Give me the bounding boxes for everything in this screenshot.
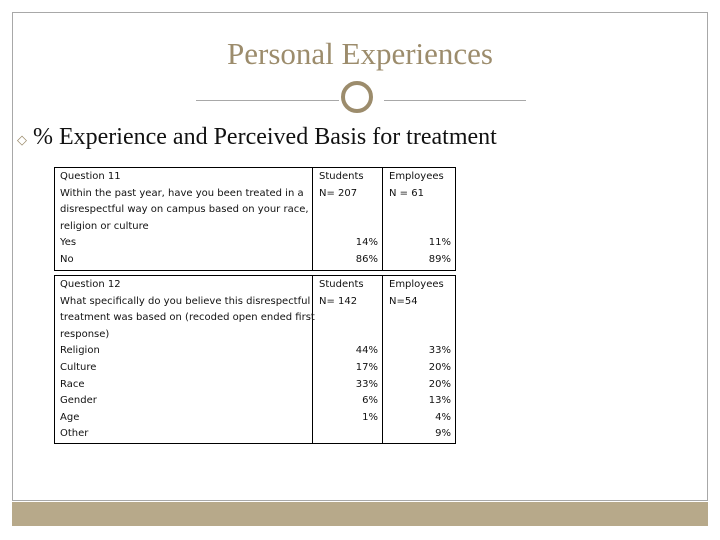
divider-left (196, 100, 339, 101)
employees-n: N = 61 (389, 187, 424, 199)
students-value: 1% (362, 411, 378, 423)
question-text-line: What specifically do you believe this disrespectful (60, 295, 311, 307)
row-label: Gender (60, 395, 97, 407)
question-11-table (54, 167, 456, 271)
employees-value: 13% (428, 395, 451, 407)
slide-heading: % Experience and Perceived Basis for treatment (33, 124, 497, 150)
employees-header: Employees (389, 171, 444, 182)
bullet-icon: ◇ (17, 132, 27, 147)
students-value: 86% (355, 253, 378, 265)
question-text-line: disrespectful way on campus based on your race, (60, 204, 309, 216)
students-value: 33% (355, 378, 378, 390)
employees-header: Employees (389, 279, 444, 290)
students-value: 17% (355, 361, 378, 373)
employees-value: 9% (435, 428, 451, 440)
employees-value: 11% (428, 237, 451, 249)
question-text-line: Within the past year, have you been treated in a (60, 187, 304, 199)
students-value: 6% (362, 395, 378, 407)
students-value: 14% (355, 237, 378, 249)
students-header: Students (319, 171, 364, 182)
students-value: 44% (355, 345, 378, 357)
question-column (55, 276, 313, 443)
question-label: Question 12 (60, 279, 121, 290)
ring-ornament-icon (341, 81, 373, 113)
employees-column (383, 168, 455, 270)
question-text-line: treatment was based on (recoded open ended first (60, 312, 315, 324)
divider-right (384, 100, 526, 101)
row-label: Race (60, 378, 85, 390)
employees-column (383, 276, 455, 443)
students-column (313, 168, 383, 270)
row-label: Other (60, 428, 89, 440)
question-column (55, 168, 313, 270)
students-n: N= 142 (319, 295, 358, 307)
employees-value: 33% (428, 345, 451, 357)
employees-value: 4% (435, 411, 451, 423)
employees-value: 89% (428, 253, 451, 265)
question-label: Question 11 (60, 171, 121, 182)
students-column (313, 276, 383, 443)
footer-bar (12, 502, 708, 526)
question-text-line: religion or culture (60, 220, 149, 232)
students-header: Students (319, 279, 364, 290)
question-12-table (54, 275, 456, 444)
question-text-line: response) (60, 328, 110, 340)
employees-value: 20% (428, 378, 451, 390)
row-label: Religion (60, 345, 100, 357)
employees-n: N=54 (389, 295, 418, 307)
slide-title: Personal Experiences (227, 36, 493, 71)
employees-value: 20% (428, 361, 451, 373)
row-label: Age (60, 411, 80, 423)
row-label: Yes (60, 237, 77, 249)
row-label: Culture (60, 361, 97, 373)
students-n: N= 207 (319, 187, 358, 199)
row-label: No (60, 253, 74, 265)
